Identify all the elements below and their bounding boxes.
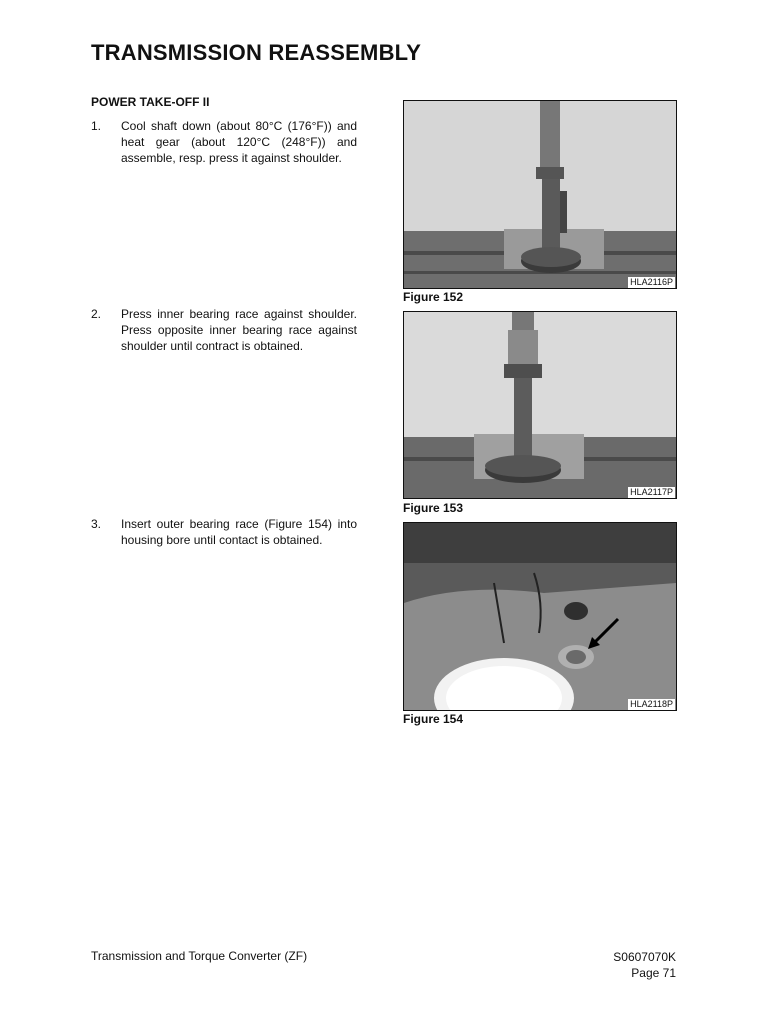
figure-code: HLA2116P <box>630 277 673 287</box>
section-heading: POWER TAKE-OFF II <box>91 95 210 109</box>
step-text: Cool shaft down (about 80°C (176°F)) and heat gear (about 120°C (248°F)) and assemble, resp. press it against shoulder. <box>121 119 357 165</box>
figure-153-photo <box>403 311 677 499</box>
figure-154-photo <box>403 522 677 711</box>
step-1 <box>91 118 357 166</box>
step-3 <box>91 516 357 548</box>
page-title: TRANSMISSION REASSEMBLY <box>91 40 422 65</box>
footer-manual-title: Transmission and Torque Converter (ZF) <box>91 949 308 963</box>
figure-code: HLA2117P <box>630 487 673 497</box>
step-2 <box>91 306 357 354</box>
figure-caption: Figure 153 <box>403 501 464 515</box>
figure-152-photo <box>403 100 677 289</box>
step-number: 3. <box>91 517 102 531</box>
figure-caption: Figure 154 <box>403 712 464 726</box>
step-number: 2. <box>91 307 102 321</box>
step-number: 1. <box>91 119 102 133</box>
step-text: Insert outer bearing race (Figure 154) into housing bore until contact is obtained. <box>121 517 357 547</box>
figure-code: HLA2118P <box>630 699 673 709</box>
footer-doc-number: S0607070K <box>613 950 676 964</box>
figure-caption: Figure 152 <box>403 290 464 304</box>
footer-page-number: Page 71 <box>631 966 676 980</box>
step-text: Press inner bearing race against shoulder. Press opposite inner bearing race against shoulder until contract is obtained. <box>121 307 357 353</box>
footer-page-info <box>613 949 676 981</box>
